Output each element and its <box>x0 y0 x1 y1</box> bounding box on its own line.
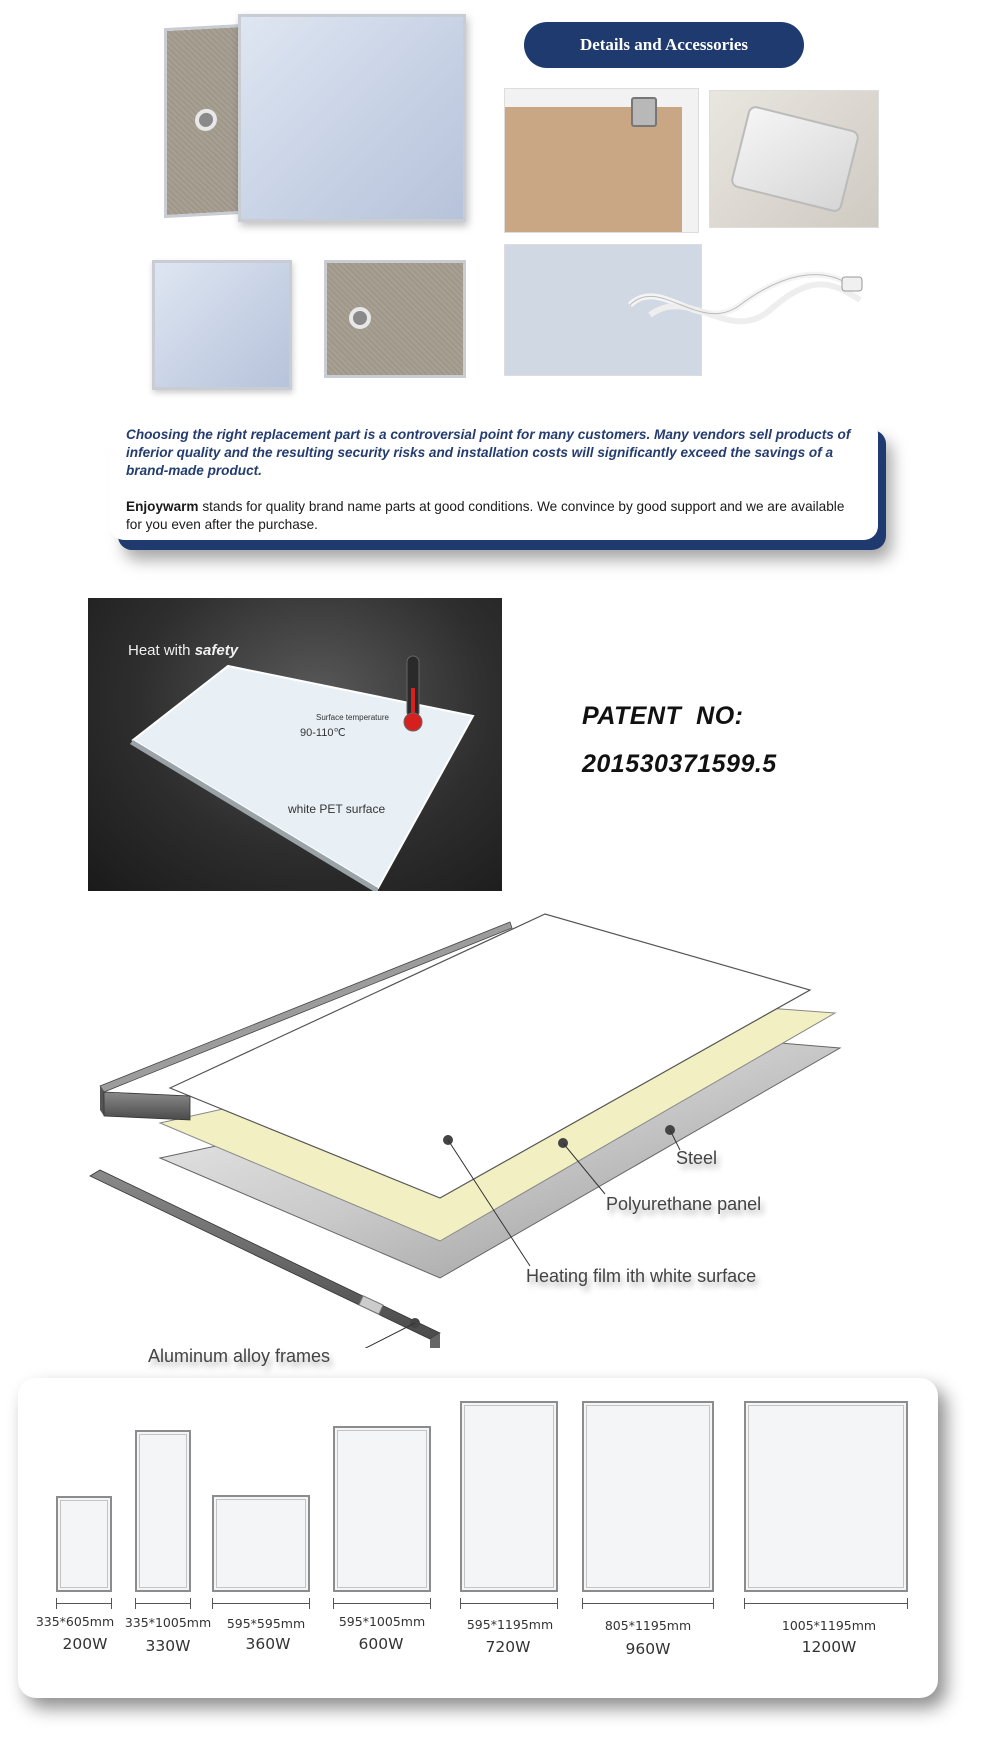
watt-label-200w: 200W <box>62 1635 108 1653</box>
thermometer-icon <box>398 654 428 734</box>
safety-image <box>88 598 502 891</box>
panel-front-side <box>238 14 466 222</box>
dim-line <box>582 1603 714 1604</box>
heating-film-label: Heating film ith white surface <box>526 1266 757 1286</box>
polyurethane-label: Polyurethane panel <box>606 1194 762 1214</box>
watt-label-1200w: 1200W <box>801 1638 857 1656</box>
power-cable-icon <box>620 255 870 355</box>
size-panel-200w <box>56 1496 112 1592</box>
watt-label-720w: 720W <box>485 1638 531 1656</box>
size-label-330w: 335*1005mm <box>124 1615 212 1630</box>
size-label-1200w: 1005*1195mm <box>781 1618 877 1633</box>
mounting-bracket-photo <box>504 88 699 233</box>
watt-label-960w: 960W <box>625 1640 671 1658</box>
frames-label: Aluminum alloy frames <box>148 1346 331 1366</box>
surface-label: white PET surface <box>288 802 386 816</box>
info-body-rest: stands for quality brand name parts at good conditions. We convince by good support and we are available for you even after the purchase. <box>126 499 845 532</box>
dim-line <box>135 1603 191 1604</box>
size-label-720w: 595*1195mm <box>466 1617 554 1632</box>
safety-heading-prefix: Heat with <box>128 642 195 659</box>
bracket-hook-icon <box>631 97 657 127</box>
frame-edge <box>505 89 699 107</box>
brand-name: Enjoywarm <box>126 499 199 514</box>
dim-line <box>460 1603 558 1604</box>
packaged-accessory-photo <box>709 90 879 228</box>
size-label-960w: 805*1195mm <box>604 1618 692 1633</box>
size-panel-600w <box>333 1426 431 1592</box>
safety-heading-emph: safety <box>194 642 239 659</box>
surface-temp-label: Surface temperature <box>316 713 389 722</box>
thermostat-knob-icon <box>195 108 217 131</box>
panel-small-front <box>152 260 292 390</box>
surface-temp-value: 90-110℃ <box>300 727 346 739</box>
watt-label-330w: 330W <box>145 1637 191 1655</box>
details-accessories-title: Details and Accessories <box>524 22 804 68</box>
size-panel-960w <box>582 1401 714 1592</box>
dim-line <box>212 1603 310 1604</box>
product-hero-image <box>160 10 470 225</box>
size-panel-720w <box>460 1401 558 1592</box>
accessory-bag <box>730 104 861 213</box>
size-label-360w: 595*595mm <box>226 1616 306 1631</box>
info-text <box>126 426 856 534</box>
dim-line <box>56 1603 112 1604</box>
dim-line <box>744 1603 908 1604</box>
size-panel-360w <box>212 1495 310 1592</box>
dim-line <box>333 1603 431 1604</box>
patent-label: PATENT NO: <box>582 702 744 730</box>
info-box <box>110 420 878 540</box>
watt-label-360w: 360W <box>245 1635 291 1653</box>
size-panel-330w <box>135 1430 191 1592</box>
size-panel-1200w <box>744 1401 908 1592</box>
thermostat-knob-icon <box>349 307 371 329</box>
size-label-600w: 595*1005mm <box>338 1614 426 1629</box>
patent-number: 201530371599.5 <box>582 750 777 778</box>
panel-small-back <box>324 260 466 378</box>
panel-back-side <box>164 24 244 218</box>
heating-panel-illustration <box>88 598 502 891</box>
frame-edge-right <box>682 89 699 233</box>
steel-label: Steel <box>676 1148 718 1168</box>
info-lead-text: Choosing the right replacement part is a controversial point for many customers. Many vendors sell products of inferior quality and the resulting security risks and installation costs will significantly exceed the savings of a brand-made product. <box>126 427 851 478</box>
size-label-200w: 335*605mm <box>35 1614 115 1629</box>
info-body-text <box>126 498 856 534</box>
watt-label-600w: 600W <box>358 1635 404 1653</box>
